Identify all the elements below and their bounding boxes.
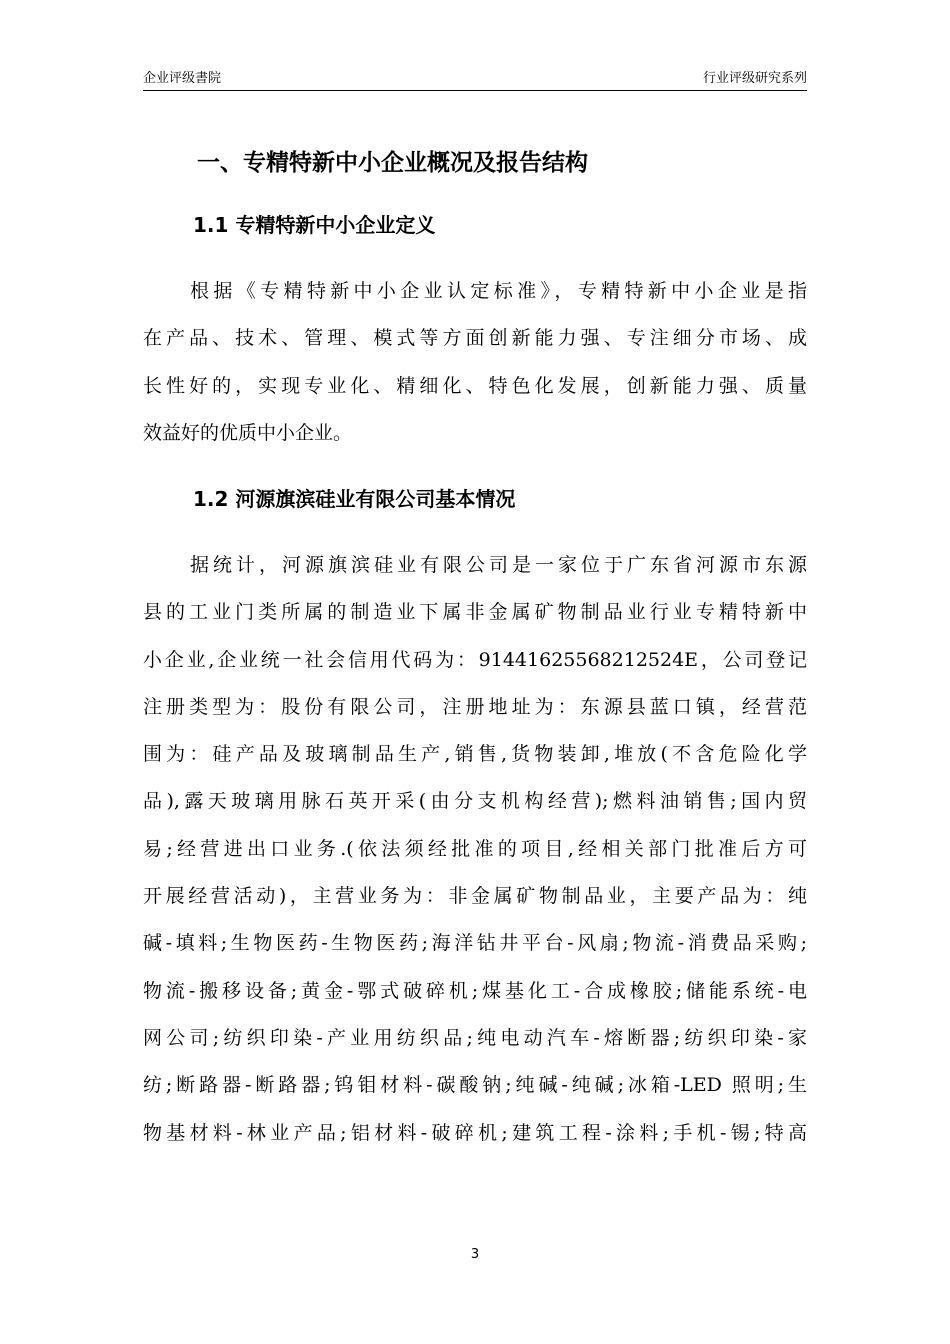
paragraph-line: 物基材料-林业产品;铝材料-破碎机;建筑工程-涂料;手机-锡;特高 (143, 1121, 807, 1144)
paragraph-line: 物流-搬移设备;黄金-鄂式破碎机;煤基化工-合成橡胶;储能系统-电 (143, 979, 807, 1002)
paragraph-line: 网公司;纺织印染-产业用纺织品;纯电动汽车-熔断器;纺织印染-家 (143, 1026, 807, 1049)
paragraph-line: 碱-填料;生物医药-生物医药;海洋钻井平台-风扇;物流-消费品采购; (143, 932, 807, 955)
section-1-1-paragraph (143, 268, 807, 457)
paragraph-line: 品),露天玻璃用脉石英开采(由分支机构经营);燃料油销售;国内贸 (143, 790, 807, 813)
page-header (143, 66, 807, 91)
section-1-2-paragraph (143, 542, 807, 1157)
paragraph-line: 长性好的，实现专业化、精细化、特色化发展，创新能力强、质量 (143, 374, 807, 397)
paragraph-line: 在产品、技术、管理、模式等方面创新能力强、专注细分市场、成 (143, 327, 807, 350)
page-number: 3 (470, 1247, 480, 1262)
paragraph-line: 县的工业门类所属的制造业下属非金属矿物制品业行业专精特新中 (143, 601, 807, 624)
paragraph-line: 小企业,企业统一社会信用代码为：91441625568212524E，公司登记 (143, 648, 807, 671)
paragraph-line: 根据《专精特新中小企业认定标准》，专精特新中小企业是指 (190, 280, 807, 302)
section-1-1-title: 1.1 专精特新中小企业定义 (193, 213, 436, 237)
paragraph-line: 围为：硅产品及玻璃制品生产,销售,货物装卸,堆放(不含危险化学 (143, 743, 807, 766)
section-1-2-title: 1.2 河源旗滨硅业有限公司基本情况 (193, 487, 516, 511)
paragraph-line: 易;经营进出口业务.(依法须经批准的项目,经相关部门批准后方可 (143, 837, 807, 860)
header-left-text: 企业评级書院 (143, 71, 222, 86)
paragraph-line: 开展经营活动)，主营业务为：非金属矿物制品业，主要产品为：纯 (143, 885, 807, 908)
main-heading: 一、专精特新中小企业概况及报告结构 (197, 150, 588, 176)
paragraph-line: 据统计，河源旗滨硅业有限公司是一家位于广东省河源市东源 (190, 554, 807, 576)
header-right-text: 行业评级研究系列 (702, 71, 807, 86)
paragraph-line: 纺;断路器-断路器;钨钼材料-碳酸钠;纯碱-纯碱;冰箱-LED 照明;生 (143, 1074, 807, 1097)
paragraph-line: 效益好的优质中小企业。 (143, 421, 353, 444)
paragraph-line: 注册类型为：股份有限公司，注册地址为：东源县蓝口镇，经营范 (143, 695, 807, 718)
